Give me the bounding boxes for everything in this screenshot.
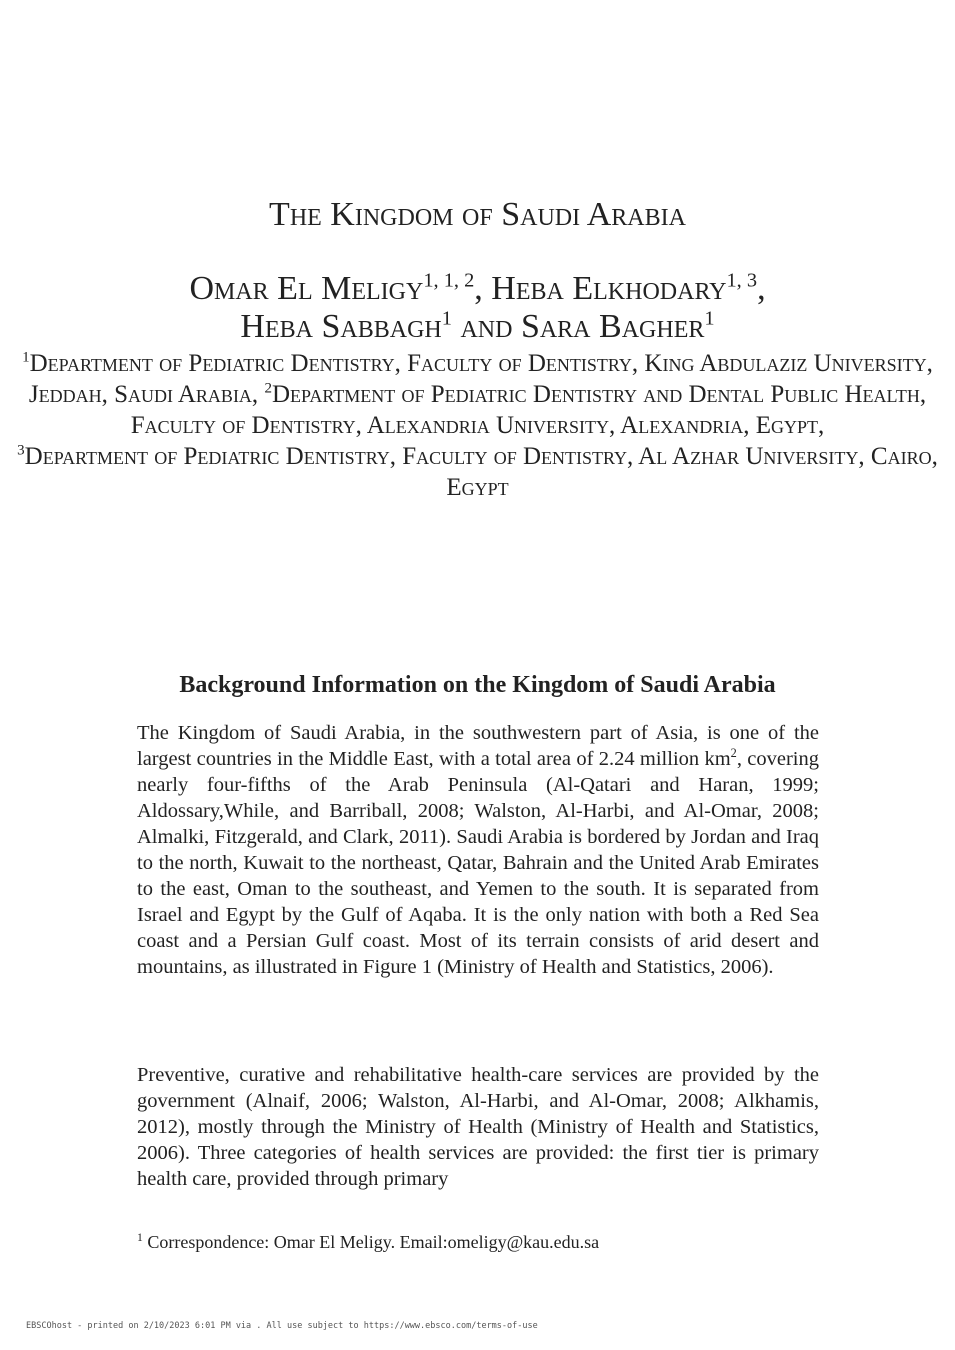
author-list xyxy=(0,270,955,346)
superscript: 2 xyxy=(730,746,737,761)
author-name: Omar El Meligy xyxy=(189,270,424,307)
author-superscript: 1 xyxy=(441,307,452,330)
body-paragraph xyxy=(137,720,819,980)
author-name: Heba Sabbagh xyxy=(240,308,442,345)
footnote-marker: 1 xyxy=(137,1231,143,1244)
paragraph-text: The Kingdom of Saudi Arabia, in the southwestern part of Asia, is one of the largest countries in the Middle East, with a total area of 2.24 million km xyxy=(137,722,819,770)
affiliation-marker: 3 xyxy=(17,442,25,459)
author-conjunction: and xyxy=(451,308,521,345)
affiliation-text: Department of Pediatric Dentistry, Faculty of Dentistry, King Abdulaziz University, Jeddah, Saudi Arabia, xyxy=(28,350,933,408)
print-notice: EBSCOhost - printed on 2/10/2023 6:01 PM via . All use subject to https://www.ebsco.com/terms-of-use xyxy=(26,1321,538,1331)
section-heading: Background Information on the Kingdom of Saudi Arabia xyxy=(179,672,776,698)
author-superscript: 1, 3 xyxy=(726,269,758,292)
affiliation-text: Department of Pediatric Dentistry, Faculty of Dentistry, Al Azhar University, Cairo, Egypt xyxy=(24,443,938,501)
author-superscript: 1, 1, 2 xyxy=(423,269,475,292)
author-superscript: 1 xyxy=(704,307,715,330)
author-name: Sara Bagher xyxy=(520,308,705,345)
author-name: Heba Elkhodary xyxy=(491,270,727,307)
paragraph-text: , covering nearly four-fifths of the Arab Peninsula (Al-Qatari and Haran, 1999; Aldossary,While, and Barriball, 2008; Walston, Al-Harbi, and Al-Omar, 2008; Almalki, Fitzgerald, and Clark, 2011). Saudi Arabia is bordered by Jordan and Iraq to the north, Kuwait to the northeast, Qatar, Bahrain and the United Arab Emirates to the east, Oman to the southeast, and Yemen to the south. It is separated from Israel and Egypt by the Gulf of Aqaba. It is the only nation with both a Red Sea coast and a Persian Gulf coast. Most of its terrain consists of arid desert and mountains, as illustrated in Figure 1 (Ministry of Health and Statistics, 2006). xyxy=(137,748,819,978)
affiliation-marker: 1 xyxy=(22,349,30,366)
footnote-text: Correspondence: Omar El Meligy. Email:omeligy@kau.edu.sa xyxy=(142,1232,600,1252)
chapter-title: The Kingdom of Saudi Arabia xyxy=(269,196,686,233)
author-separator: , xyxy=(474,270,492,307)
author-separator: , xyxy=(757,270,766,307)
affiliation-text: Department of Pediatric Dentistry and Dental Public Health, Faculty of Dentistry, Alexandria University, Alexandria, Egypt, xyxy=(130,381,927,439)
footnote xyxy=(137,1230,837,1254)
body-paragraph: Preventive, curative and rehabilitative health-care services are provided by the government (Alnaif, 2006; Walston, Al-Harbi, and Al-Omar, 2008; Alkhamis, 2012), mostly through the Ministry of Health (Ministry of Health and Statistics, 2006). Three categories of health services are provided: the first tier is primary health care, provided through primary xyxy=(137,1064,819,1190)
affiliations xyxy=(0,348,955,503)
affiliation-marker: 2 xyxy=(264,380,272,397)
